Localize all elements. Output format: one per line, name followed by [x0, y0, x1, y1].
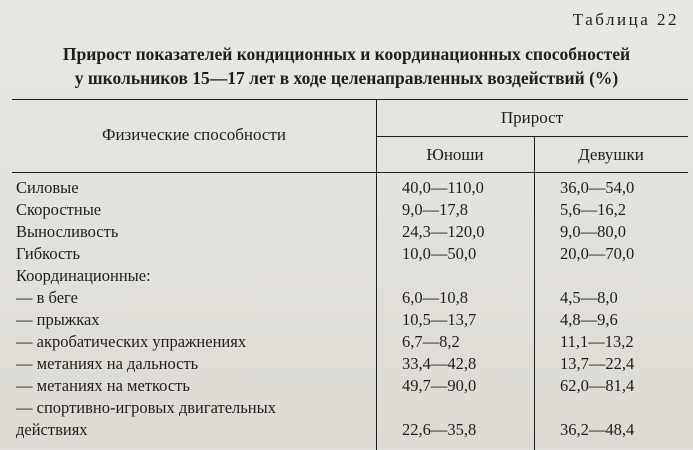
table-row	[0, 199, 693, 221]
row-ability: Скоростные	[16, 200, 102, 219]
row-ability: — метаниях на дальность	[16, 354, 199, 373]
table-row	[0, 221, 693, 243]
table-row	[0, 419, 693, 441]
caption-line-2: у школьников 15—17 лет в ходе целенаправленных воздействий (%)	[74, 68, 619, 88]
row-girls-value: 4,5—8,0	[560, 288, 618, 307]
row-girls-value: 20,0—70,0	[560, 244, 635, 263]
row-boys-value: 22,6—35,8	[402, 420, 477, 439]
table-row	[0, 375, 693, 397]
row-boys-value: 33,4—42,8	[402, 354, 477, 373]
table-row	[0, 287, 693, 309]
growth-header-rule	[376, 136, 688, 137]
row-ability: — прыжках	[16, 310, 100, 329]
row-boys-value: 24,3—120,0	[402, 222, 485, 241]
row-boys-value: 10,5—13,7	[402, 310, 477, 329]
table-top-rule	[12, 99, 688, 100]
row-ability: — спортивно-игровых двигательных	[16, 398, 276, 417]
row-ability: действиях	[16, 420, 88, 439]
row-ability: — метаниях на меткость	[16, 376, 190, 395]
row-girls-value: 11,1—13,2	[560, 332, 634, 351]
row-girls-value: 5,6—16,2	[560, 200, 626, 219]
row-ability: Выносливость	[16, 222, 119, 241]
row-girls-value: 36,0—54,0	[560, 178, 635, 197]
header-bottom-rule	[12, 172, 688, 173]
row-ability: — в беге	[16, 288, 78, 307]
row-girls-value: 4,8—9,6	[560, 310, 618, 329]
table-row	[0, 265, 693, 287]
row-ability: Силовые	[16, 178, 79, 197]
row-boys-value: 49,7—90,0	[402, 376, 477, 395]
row-ability: Гибкость	[16, 244, 81, 263]
row-boys-value: 40,0—110,0	[402, 178, 484, 197]
row-girls-value: 13,7—22,4	[560, 354, 635, 373]
table-row	[0, 309, 693, 331]
table-row	[0, 243, 693, 265]
table-row	[0, 177, 693, 199]
row-boys-value: 10,0—50,0	[402, 244, 477, 263]
row-boys-value: 9,0—17,8	[402, 200, 468, 219]
header-abilities: Физические способности	[102, 125, 286, 144]
row-girls-value: 9,0—80,0	[560, 222, 626, 241]
table-caption	[0, 42, 693, 90]
header-girls: Девушки	[578, 145, 644, 164]
header-boys: Юноши	[426, 145, 484, 164]
table-number: Таблица 22	[572, 10, 679, 29]
table-row	[0, 397, 693, 419]
row-boys-value: 6,0—10,8	[402, 288, 468, 307]
table-row	[0, 331, 693, 353]
row-boys-value: 6,7—8,2	[402, 332, 460, 351]
header-growth: Прирост	[500, 108, 564, 127]
row-ability: Координационные:	[16, 266, 151, 285]
row-girls-value: 62,0—81,4	[560, 376, 635, 395]
row-girls-value: 36,2—48,4	[560, 420, 635, 439]
table-row	[0, 353, 693, 375]
caption-line-1: Прирост показателей кондиционных и координационных способностей	[62, 44, 631, 64]
row-ability: — акробатических упражнениях	[16, 332, 247, 351]
